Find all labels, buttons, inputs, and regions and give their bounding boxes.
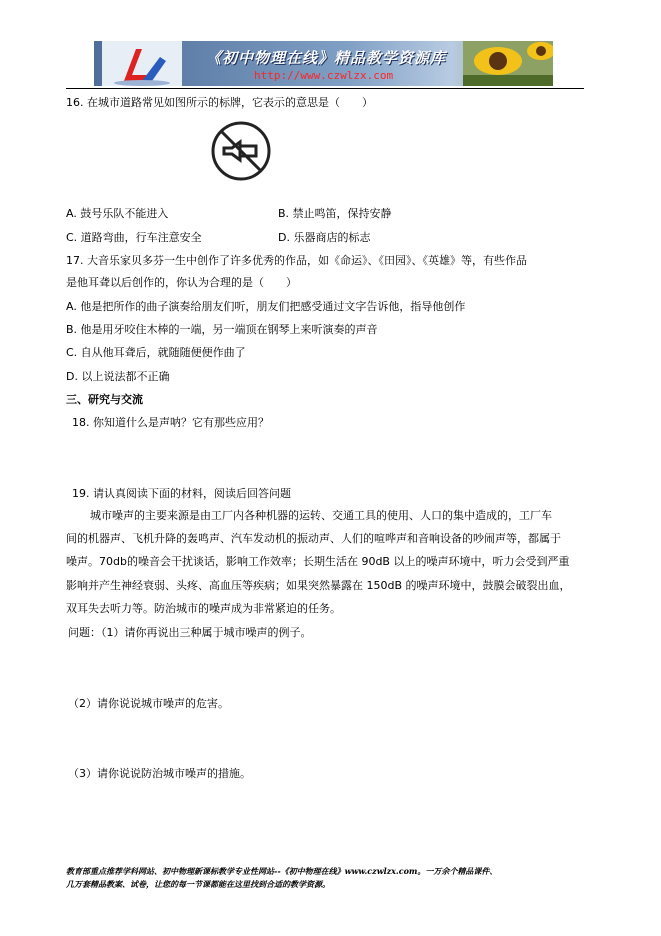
- q16-stem: 16. 在城市道路常见如图所示的标牌，它表示的意思是（ ）: [66, 96, 373, 109]
- q16-option-c: C. 道路弯曲，行车注意安全: [66, 231, 202, 244]
- no-horn-sign-icon: [210, 120, 272, 182]
- q19-material-line: 间的机器声、飞机升降的轰鸣声、汽车发动机的振动声、人们的喧哗声和音响设备的吵闹声等，都属于: [66, 532, 561, 545]
- sunflower-image: [463, 41, 553, 86]
- q17-option-b: B. 他是用牙咬住木棒的一端，另一端顶在钢琴上来听演奏的声音: [66, 323, 378, 336]
- q16-option-b: B. 禁止鸣笛，保持安静: [278, 207, 392, 220]
- q19-material-line: 城市噪声的主要来源是由工厂内各种机器的运转、交通工具的使用、人口的集中造成的，工厂车: [90, 509, 552, 522]
- q17-option-a: A. 他是把所作的曲子演奏给朋友们听，朋友们把感受通过文字告诉他，指导他创作: [66, 300, 466, 313]
- q19-material-line: 双耳失去听力等。防治城市的噪声成为非常紧迫的任务。: [66, 602, 341, 615]
- q16-option-a: A. 鼓号乐队不能进入: [66, 207, 169, 220]
- q19-material-line: 噪声。70db的噪音会干扰谈话，影响工作效率；长期生活在 90dB 以上的噪声环境中，听力会受到严重: [66, 555, 570, 568]
- q17-stem-line1: 17. 大音乐家贝多芬一生中创作了许多优秀的作品，如《命运》、《田园》、《英雄》等，有些作品: [66, 254, 527, 267]
- q17-option-c: C. 自从他耳聋后，就随随便便作曲了: [66, 346, 246, 359]
- header-banner: [94, 41, 553, 86]
- q17-stem-line2: 是他耳聋以后创作的，你认为合理的是（ ）: [66, 276, 297, 289]
- banner-title: 《初中物理在线》精品教学资源库: [206, 49, 447, 67]
- q19-question-1: 问题：（1）请你再说出三种属于城市噪声的例子。: [68, 626, 312, 639]
- q19-question-2: （2）请你说说城市噪声的危害。: [68, 697, 229, 710]
- q17-option-d: D. 以上说法都不正确: [66, 370, 170, 383]
- q16-option-d: D. 乐器商店的标志: [278, 231, 371, 244]
- banner-url[interactable]: http://www.czwlzx.com: [254, 69, 394, 82]
- q18-stem: 18. 你知道什么是声呐？它有那些应用？: [72, 416, 269, 429]
- q19-stem: 19. 请认真阅读下面的材料，阅读后回答问题: [72, 487, 291, 500]
- section-title: 三、研究与交流: [66, 393, 143, 406]
- q19-question-3: （3）请你说说防治城市噪声的措施。: [68, 767, 251, 780]
- q19-material-line: 影响并产生神经衰弱、头疼、高血压等疾病；如果突然暴露在 150dB 的噪声环境中，鼓膜会破裂出血，: [66, 579, 571, 592]
- logo-icon: [102, 41, 182, 86]
- footer-line1: 教育部重点推荐学科网站、初中物理新课标教学专业性网站--《初中物理在线》www.czwlzx.com。一万余个精品课件、: [66, 866, 498, 876]
- header-rule: [66, 88, 584, 89]
- footer-line2: 几万套精品教案、试卷，让您的每一节课都能在这里找到合适的教学资源。: [66, 879, 330, 889]
